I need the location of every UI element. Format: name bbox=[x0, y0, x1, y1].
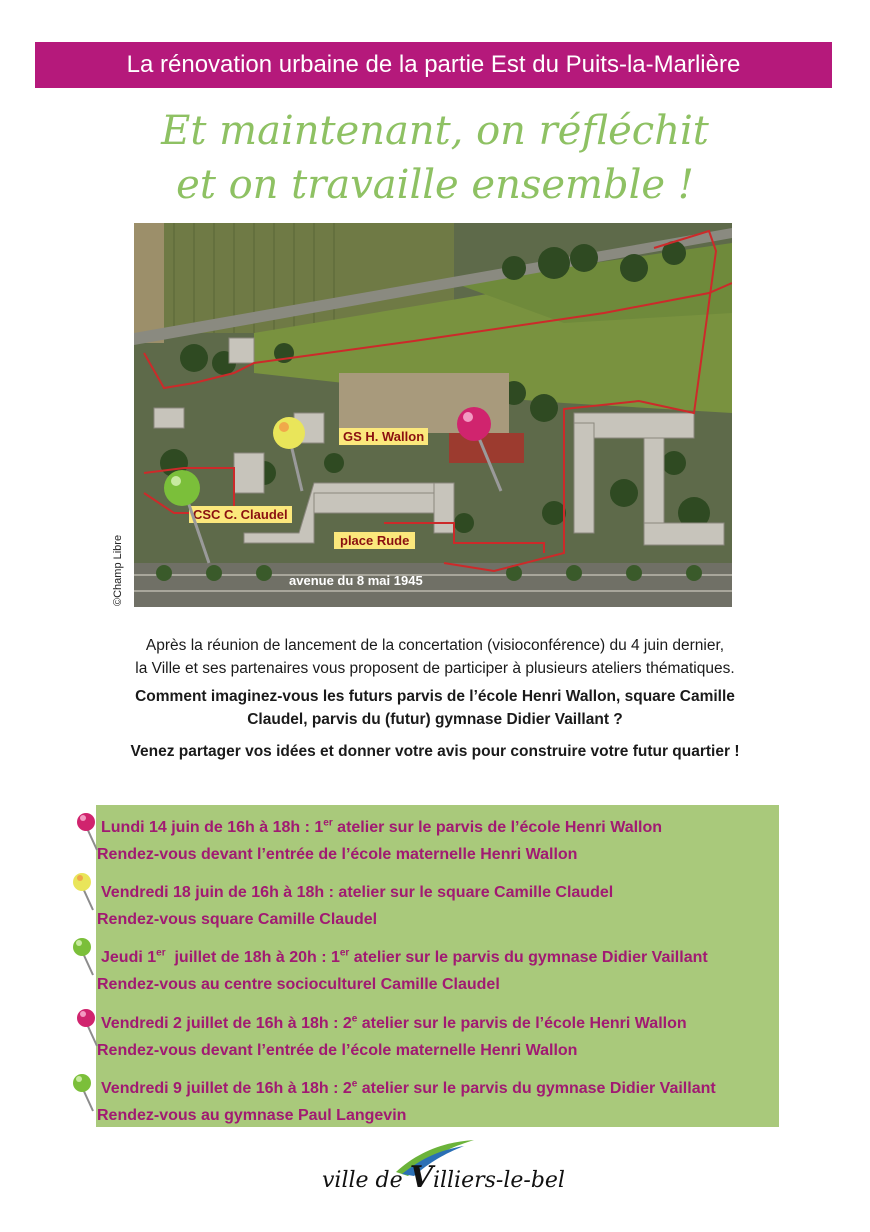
schedule-item: Lundi 14 juin de 16h à 18h : 1er atelier sur le parvis de l’école Henri Wallon Rendez-vous devant l’entrée de l’école maternelle Henri Wallon bbox=[97, 817, 663, 863]
schedule-item: Vendredi 18 juin de 16h à 18h : atelier sur le square Camille Claudel Rendez-vous square Camille Claudel bbox=[97, 884, 614, 928]
schedule-item: Vendredi 9 juillet de 16h à 18h : 2e atelier sur le parvis du gymnase Didier Vaillant Rendez-vous au gymnase Paul Langevin bbox=[97, 1078, 716, 1124]
headline bbox=[60, 104, 810, 212]
intro-text bbox=[60, 634, 810, 763]
banner-title: La rénovation urbaine de la partie Est du Puits-la-Marlière bbox=[126, 51, 741, 78]
question-line-2: Claudel, parvis du (futur) gymnase Didier Vaillant ? bbox=[247, 711, 623, 728]
intro-line-1: Après la réunion de lancement de la concertation (visioconférence) du 4 juin dernier, bbox=[145, 637, 725, 654]
question-line-1: Comment imaginez-vous les futurs parvis de l’école Henri Wallon, square Camille bbox=[135, 688, 735, 705]
photo-credit: ©Champ Libre bbox=[112, 534, 124, 606]
map-label-avenue: avenue du 8 mai 1945 bbox=[289, 573, 423, 588]
pink-pin-icon bbox=[76, 1008, 100, 1048]
city-logo: ville de Villiers-le-bel bbox=[318, 1138, 558, 1198]
call-to-action: Venez partager vos idées et donner votre avis pour construire votre futur quartier ! bbox=[130, 743, 740, 760]
schedule-item: Vendredi 2 juillet de 16h à 18h : 2e atelier sur le parvis de l’école Henri Wallon Rendez-vous devant l’entrée de l’école maternelle Henri Wallon bbox=[97, 1013, 687, 1059]
intro-line-2: la Ville et ses partenaires vous proposent de participer à plusieurs ateliers thématiques. bbox=[135, 660, 735, 677]
header-banner bbox=[35, 42, 832, 88]
map-pin-pink-icon bbox=[456, 406, 506, 496]
map-label-school: GS H. Wallon bbox=[339, 428, 428, 445]
yellow-pin-icon bbox=[72, 872, 96, 912]
headline-line-2: et on travaille ensemble ! bbox=[176, 162, 694, 208]
map-label-csc: CSC C. Claudel bbox=[189, 506, 292, 523]
aerial-map bbox=[134, 223, 732, 607]
headline-line-1: Et maintenant, on réfléchit bbox=[161, 108, 709, 154]
map-pin-green-icon bbox=[164, 468, 214, 568]
map-label-square: place Rude bbox=[334, 532, 415, 549]
green-pin-icon bbox=[72, 1073, 96, 1113]
schedule-box bbox=[96, 805, 779, 1127]
schedule-item: Jeudi 1er juillet de 18h à 20h : 1er atelier sur le parvis du gymnase Didier Vaillant Rendez-vous au centre socioculturel Camille Claudel bbox=[97, 947, 708, 993]
green-pin-icon bbox=[72, 937, 96, 977]
pink-pin-icon bbox=[76, 812, 100, 852]
map-pin-yellow-icon bbox=[272, 416, 312, 496]
